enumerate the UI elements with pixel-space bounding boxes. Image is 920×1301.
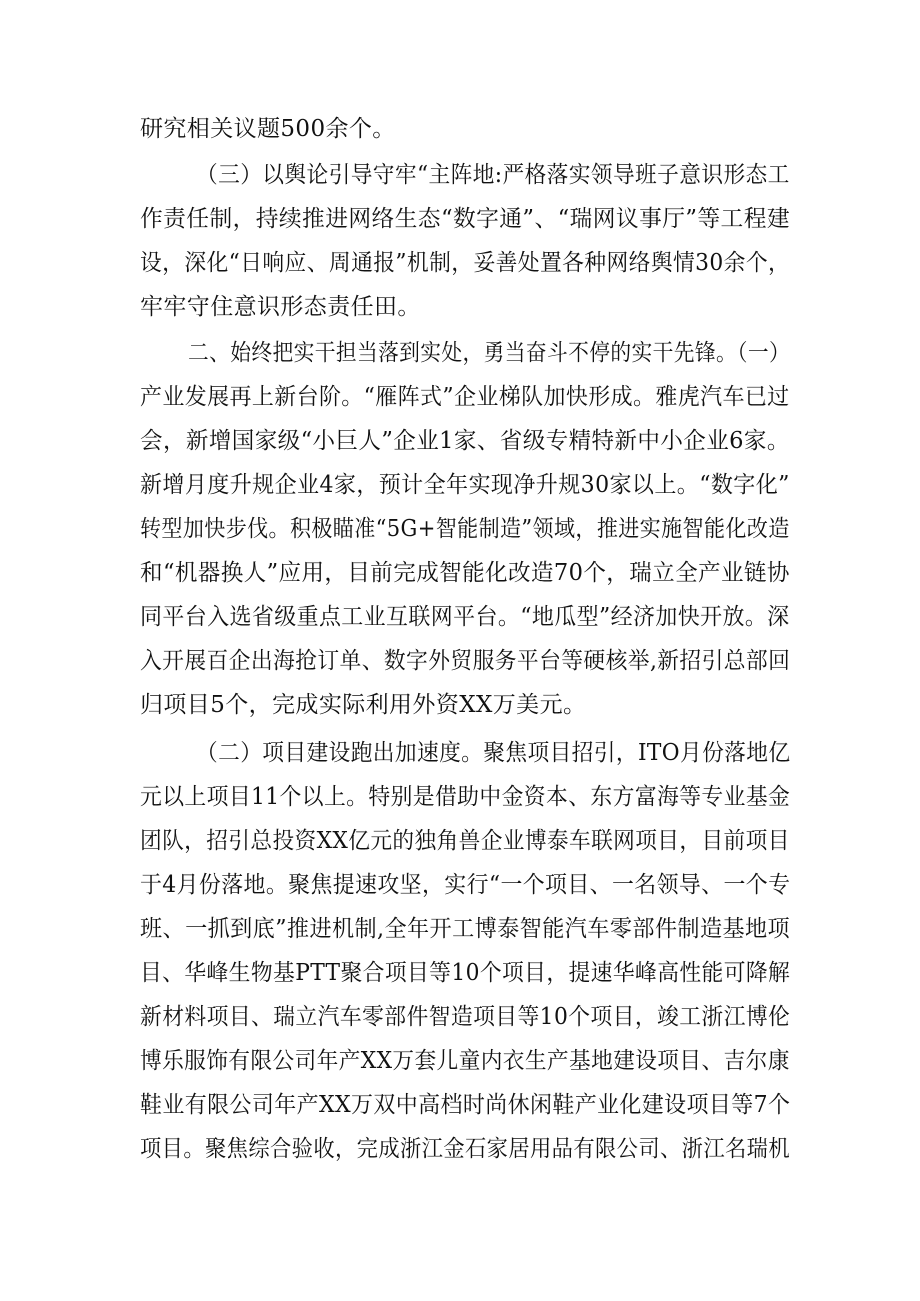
text-line: （二）项目建设跑出加速度。聚焦项目招引，ITO月份落地亿 (196, 740, 791, 766)
text-line: 二、始终把实干担当落到实处，勇当奋斗不停的实干先锋。（一） (188, 340, 791, 366)
text-line: 设，深化“日响应、周通报”机制，妥善处置各种网络舆情30余个， (140, 250, 791, 276)
text-line: 研究相关议题500余个。 (140, 116, 396, 142)
text-line: 作责任制，持续推进网络生态“数字通”、“瑞网议事厅”等工程建 (140, 206, 791, 232)
text-line: 归项目5个，完成实际利用外资XX万美元。 (140, 692, 587, 718)
text-line: 项目。聚焦综合验收，完成浙江金石家居用品有限公司、浙江名瑞机 (140, 1136, 790, 1162)
text-line: 博乐服饰有限公司年产XX万套儿童内衣生产基地建设项目、吉尔康 (140, 1048, 790, 1074)
text-line: 入开展百企出海抢订单、数字外贸服务平台等硬核举,新招引总部回 (140, 648, 791, 674)
text-line: 和“机器换人”应用，目前完成智能化改造70个，瑞立全产业链协 (140, 560, 790, 586)
text-line: 产业发展再上新台阶。“雁阵式”企业梯队加快形成。雅虎汽车已过 (140, 384, 790, 410)
text-line: 目、华峰生物基PTT聚合项目等10个项目，提速华峰高性能可降解 (140, 960, 791, 986)
text-line: （三）以舆论引导守牢“主阵地:严格落实领导班子意识形态工 (196, 162, 790, 188)
text-line: 新材料项目、瑞立汽车零部件智造项目等10个项目，竣工浙江博伦 (140, 1004, 791, 1030)
text-line: 转型加快步伐。积极瞄准“5G+智能制造”领域，推进实施智能化改造 (140, 516, 790, 542)
text-line: 牢牢守住意识形态责任田。 (140, 294, 421, 320)
text-line: 鞋业有限公司年产XX万双中高档时尚休闲鞋产业化建设项目等7个 (140, 1092, 791, 1118)
text-line: 同平台入选省级重点工业互联网平台。“地瓜型”经济加快开放。深 (140, 604, 790, 630)
text-line: 团队，招引总投资XX亿元的独角兽企业博泰车联网项目，目前项目 (140, 828, 790, 854)
text-line: 新增月度升规企业4家，预计全年实现净升规30家以上。“数字化” (140, 472, 790, 498)
text-line: 班、一抓到底”推进机制,全年开工博泰智能汽车零部件制造基地项 (140, 916, 791, 942)
text-line: 于4月份落地。聚焦提速攻坚，实行“一个项目、一名领导、一个专 (140, 872, 791, 898)
text-line: 会，新增国家级“小巨人”企业1家、省级专精特新中小企业6家。 (140, 428, 790, 454)
text-line: 元以上项目11个以上。特别是借助中金资本、东方富海等专业基金 (140, 784, 791, 810)
